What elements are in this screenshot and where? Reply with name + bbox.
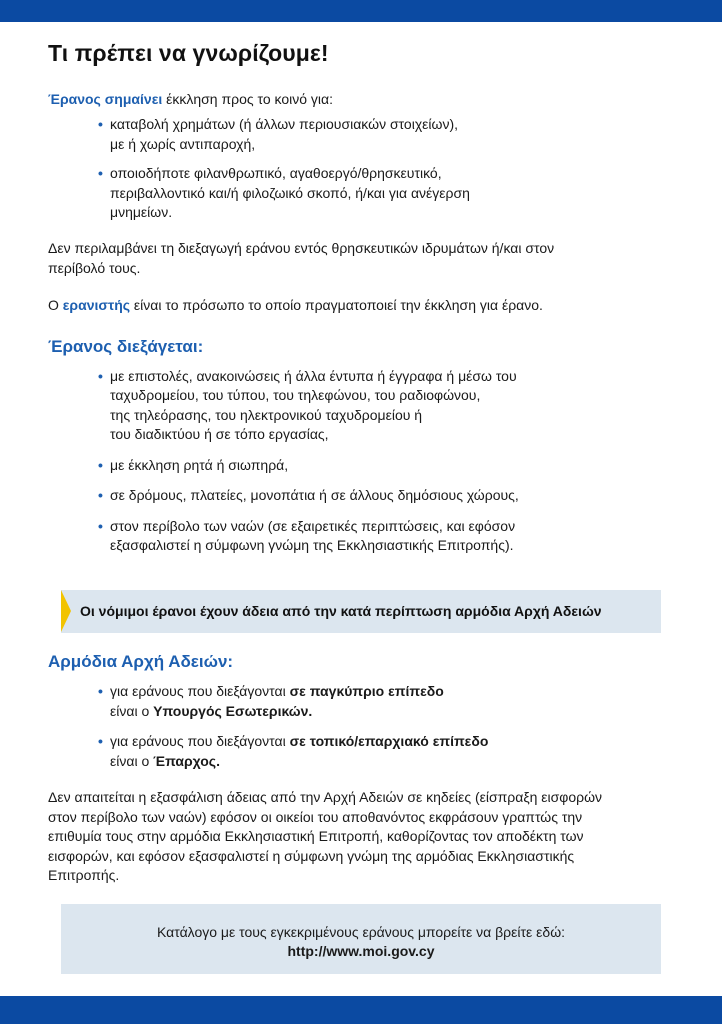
paragraph-line: επιθυμία τους στην αρμόδια Εκκλησιαστική Επιτροπή, καθορίζοντας τον αποδέκτη των <box>48 828 584 844</box>
authority-scope: σε τοπικό/επαρχιακό επίπεδο <box>289 733 489 749</box>
collector-after: είναι το πρόσωπο το οποίο πραγματοποιεί την έκκληση για έρανο. <box>130 296 543 313</box>
list-item-line: μνημείων. <box>110 204 173 220</box>
license-highlight-box <box>61 590 661 633</box>
authority-who: Έπαρχος <box>153 752 217 769</box>
list-item-line: με επιστολές, ανακοινώσεις ή άλλα έντυπα ή έγγραφα ή μέσω του <box>110 367 517 384</box>
top-color-bar <box>0 0 722 22</box>
list-item-line: εξασφαλιστεί η σύμφωνη γνώμη της Εκκλησιαστικής Επιτροπής). <box>110 537 514 553</box>
paragraph-line: Δεν περιλαμβάνει τη διεξαγωγή εράνου εντός θρησκευτικών ιδρυμάτων ή/και στον <box>48 239 555 256</box>
catalog-info-box <box>61 904 661 974</box>
collector-term: ερανιστής <box>62 296 131 313</box>
list-item: • οποιοδήποτε φιλανθρωπικό, αγαθοεργό/θρησκευτικό, περιβαλλοντικό και/ή φιλοζωικό σκοπό, ή/και για ανέγερση μνημείων. <box>98 164 678 223</box>
list-item: • σε δρόμους, πλατείες, μονοπάτια ή σε άλλους δημόσιους χώρους, <box>98 486 678 506</box>
list-item-line: είναι ο Έπαρχος. <box>110 752 220 769</box>
definition-rest: έκκληση προς το κοινό για: <box>162 91 334 107</box>
exclusion-paragraph <box>48 238 678 278</box>
collector-definition <box>48 295 678 315</box>
paragraph-line: περίβολό τους. <box>48 259 141 276</box>
list-item: • με έκκληση ρητά ή σιωπηρά, <box>98 456 678 476</box>
list-item-line: για εράνους που διεξάγονται σε παγκύπριο επίπεδο <box>110 683 444 699</box>
list-item: • για εράνους που διεξάγονται σε τοπικό/επαρχιακό επίπεδο είναι ο Έπαρχος. <box>98 732 678 771</box>
highlight-text: Οι νόμιμοι έρανοι έχουν άδεια από την κατά περίπτωση αρμόδια Αρχή Αδειών <box>80 603 602 619</box>
paragraph-line: εισφορών, και εφόσον εξασφαλιστεί η σύμφωνη γνώμη της αρμόδιας Εκκλησιαστικής <box>48 847 575 864</box>
list-item-line: καταβολή χρημάτων (ή άλλων περιουσιακών στοιχείων), <box>110 116 459 132</box>
page-content <box>48 40 678 556</box>
list-item: • στον περίβολο των ναών (σε εξαιρετικές περιπτώσεις, και εφόσον εξασφαλιστεί η σύμφωνη γνώμη της Εκκλησιαστικής Επιτροπής). <box>98 517 678 556</box>
bottom-color-bar <box>0 996 722 1024</box>
page-title: Τι πρέπει να γνωρίζουμε! <box>48 40 329 66</box>
list-item: • καταβολή χρημάτων (ή άλλων περιουσιακών στοιχείων), με ή χωρίς αντιπαροχή, <box>98 115 678 154</box>
catalog-text: Κατάλογο με τους εγκεκριμένους εράνους μπορείτε να βρείτε εδώ: <box>156 924 566 940</box>
list-item-line: οποιοδήποτε φιλανθρωπικό, αγαθοεργό/θρησκευτικό, <box>110 165 442 181</box>
list-item-line: ταχυδρομείου, του τύπου, του τηλεφώνου, του ραδιοφώνου, <box>110 387 481 403</box>
authority-list <box>98 682 678 771</box>
catalog-link[interactable]: http://www.moi.gov.cy <box>287 943 435 959</box>
definition-term: Έρανος σημαίνει <box>48 91 163 107</box>
conducted-heading: Έρανος διεξάγεται: <box>48 336 204 356</box>
list-item-line: περιβαλλοντικό και/ή φιλοζωικό σκοπό, ή/και για ανέγερση <box>110 184 470 201</box>
authority-who: Υπουργός Εσωτερικών <box>153 702 309 719</box>
list-item-line: είναι ο Υπουργός Εσωτερικών. <box>110 702 313 719</box>
highlight-tab-marker <box>61 590 71 632</box>
authority-scope: σε παγκύπριο επίπεδο <box>289 683 444 699</box>
paragraph-line: Δεν απαιτείται η εξασφάλιση άδειας από την Αρχή Αδειών σε κηδείες (είσπραξη εισφορών <box>48 789 603 805</box>
funeral-note-paragraph <box>48 788 678 886</box>
definition-list <box>98 115 678 223</box>
definition-intro <box>48 89 678 109</box>
list-item-line: για εράνους που διεξάγονται σε τοπικό/επαρχιακό επίπεδο <box>110 733 489 749</box>
list-item: • με επιστολές, ανακοινώσεις ή άλλα έντυπα ή έγγραφα ή μέσω του ταχυδρομείου, του τύπου, του τηλεφώνου, του ραδιοφώνου, της τηλεόρασης, του ηλεκτρονικού ταχυδρομείου ή του διαδικτύου ή σε τόπο εργασίας, <box>98 367 678 445</box>
list-item-line: της τηλεόρασης, του ηλεκτρονικού ταχυδρομείου ή <box>110 406 423 423</box>
list-item-line: στον περίβολο των ναών (σε εξαιρετικές περιπτώσεις, και εφόσον <box>110 517 516 534</box>
conducted-list <box>98 367 678 556</box>
list-item-line: με ή χωρίς αντιπαροχή, <box>110 135 256 152</box>
list-item-line: με έκκληση ρητά ή σιωπηρά, <box>110 456 289 473</box>
paragraph-line: στον περίβολο των ναών) εφόσον οι οικείοι του αποθανόντος εκφράσουν γραπτώς την <box>48 808 583 825</box>
list-item-line: σε δρόμους, πλατείες, μονοπάτια ή σε άλλους δημόσιους χώρους, <box>110 487 519 503</box>
list-item-line: του διαδικτύου ή σε τόπο εργασίας, <box>110 426 329 442</box>
paragraph-line: Επιτροπής. <box>48 867 120 883</box>
authority-section <box>48 652 678 886</box>
collector-before: Ο <box>48 296 63 313</box>
list-item: • για εράνους που διεξάγονται σε παγκύπριο επίπεδο είναι ο Υπουργός Εσωτερικών. <box>98 682 678 721</box>
authority-heading: Αρμόδια Αρχή Αδειών: <box>48 652 234 671</box>
